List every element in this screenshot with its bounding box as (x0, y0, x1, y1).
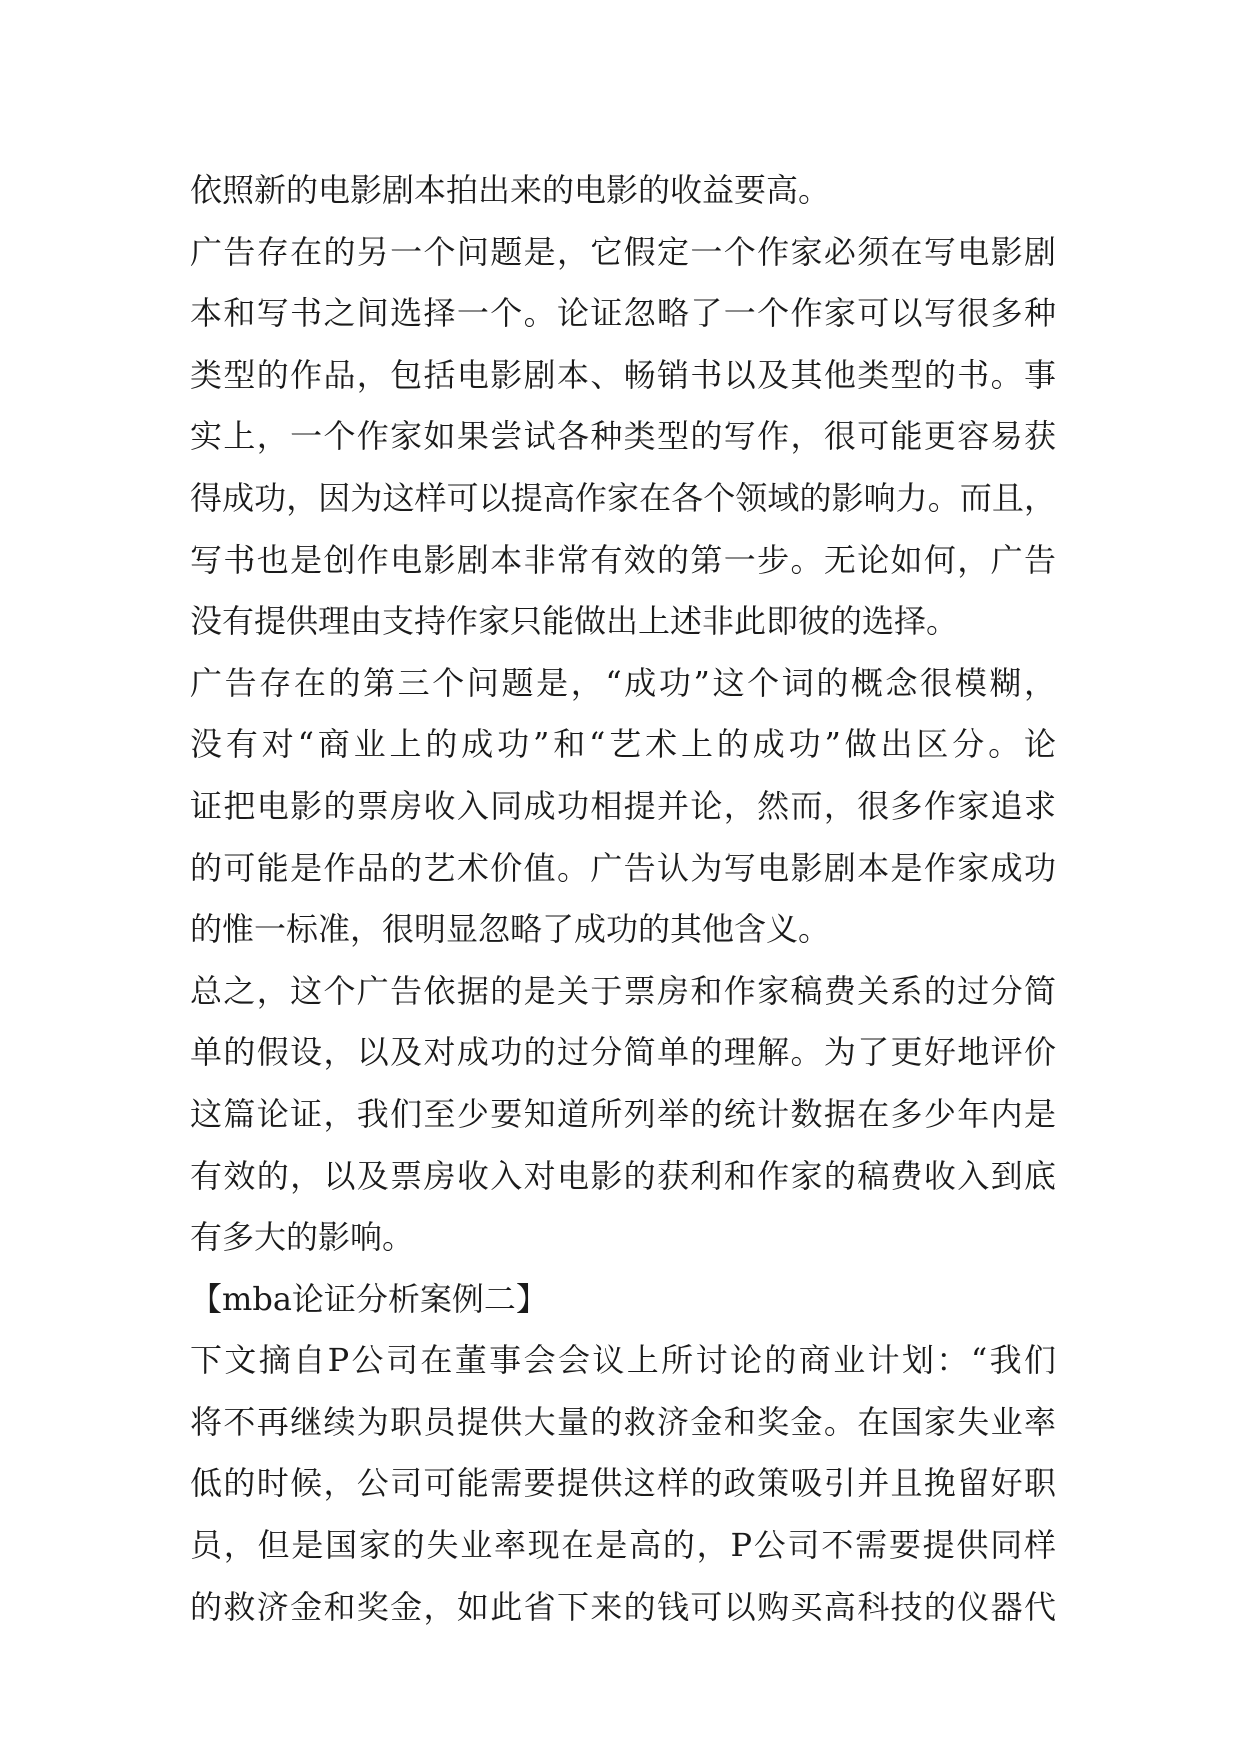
text-line: 这篇论证，我们至少要知道所列举的统计数据在多少年内是 (190, 1094, 1056, 1133)
document-body (190, 160, 1056, 1638)
text-line: 有效的，以及票房收入对电影的获利和作家的稿费收入到底 (190, 1156, 1056, 1195)
text-line: 实上，一个作家如果尝试各种类型的写作，很可能更容易获 (190, 417, 1056, 456)
text-line: 总之，这个广告依据的是关于票房和作家稿费关系的过分简 (190, 971, 1056, 1010)
text-line: 的救济金和奖金，如此省下来的钱可以购买高科技的仪器代 (190, 1587, 1056, 1626)
text-line: 【mba论证分析案例二】 (190, 1279, 548, 1318)
text-line: 的惟一标准，很明显忽略了成功的其他含义。 (190, 910, 831, 949)
text-line: 没有对“商业上的成功”和“艺术上的成功”做出区分。论 (190, 725, 1056, 764)
text-line: 得成功，因为这样可以提高作家在各个领域的影响力。而且， (190, 478, 1056, 517)
text-line: 没有提供理由支持作家只能做出上述非此即彼的选择。 (190, 602, 959, 641)
text-line: 依照新的电影剧本拍出来的电影的收益要高。 (190, 171, 831, 209)
text-line: 的可能是作品的艺术价值。广告认为写电影剧本是作家成功 (190, 848, 1056, 887)
text-line: 单的假设，以及对成功的过分简单的理解。为了更好地评价 (190, 1033, 1056, 1072)
text-line: 低的时候，公司可能需要提供这样的政策吸引并且挽留好职 (190, 1464, 1056, 1503)
text-line: 广告存在的第三个问题是，“成功”这个词的概念很模糊， (190, 663, 1056, 702)
text-line: 将不再继续为职员提供大量的救济金和奖金。在国家失业率 (190, 1402, 1056, 1441)
text-line: 写书也是创作电影剧本非常有效的第一步。无论如何，广告 (190, 540, 1056, 579)
text-line: 下文摘自P公司在董事会会议上所讨论的商业计划：“我们 (190, 1341, 1056, 1380)
text-line: 有多大的影响。 (190, 1218, 415, 1257)
text-line: 证把电影的票房收入同成功相提并论，然而，很多作家追求 (190, 786, 1056, 825)
text-line: 员，但是国家的失业率现在是高的，P公司不需要提供同样 (190, 1526, 1056, 1565)
text-line: 类型的作品，包括电影剧本、畅销书以及其他类型的书。事 (190, 355, 1056, 394)
text-line: 广告存在的另一个问题是，它假定一个作家必须在写电影剧 (190, 232, 1056, 271)
text-line: 本和写书之间选择一个。论证忽略了一个作家可以写很多种 (190, 294, 1056, 333)
